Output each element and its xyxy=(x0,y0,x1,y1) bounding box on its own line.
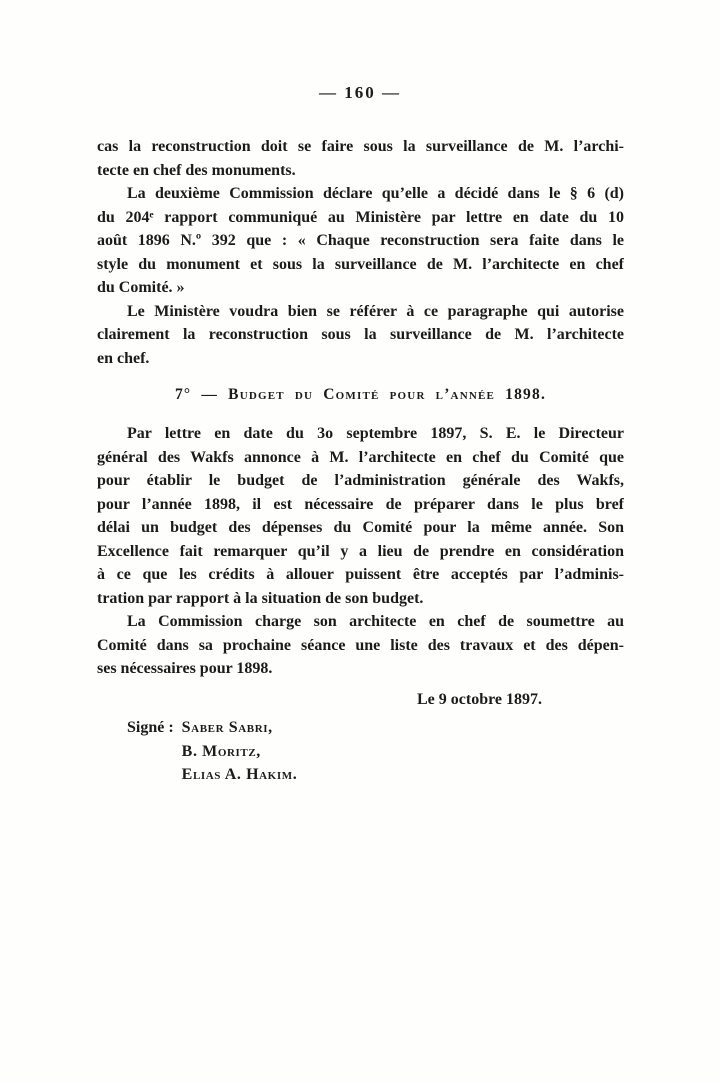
paragraph xyxy=(97,182,624,300)
text-line: général des Wakfs annonce à M. l’architecte en chef du Comité que xyxy=(97,448,624,466)
text-line: août 1896 N.º 392 que : « Chaque reconstruction sera faite dans le xyxy=(97,232,624,249)
text-line: tecte en chef des monuments. xyxy=(97,161,296,179)
paragraph xyxy=(97,422,624,610)
signature-name: B. Moritz, xyxy=(181,742,261,760)
text-line: style du monument et sous la surveillance de M. l’architecte en chef xyxy=(97,255,624,273)
text-line: pour l’année 1898, il est nécessaire de préparer dans le plus bref xyxy=(97,495,624,513)
paragraph xyxy=(97,610,624,681)
paragraph xyxy=(97,300,624,371)
text-line: Excellence fait remarquer qu’il y a lieu de prendre en considération xyxy=(97,542,624,560)
text-line: clairement la reconstruction sous la surveillance de M. l’architecte xyxy=(97,326,624,343)
text-line: pour établir le budget de l’administration générale des Wakfs, xyxy=(97,472,624,489)
text-line: Le Ministère voudra bien se référer à ce paragraphe qui autorise xyxy=(127,302,624,320)
text-line: La deuxième Commission déclare qu’elle a décidé dans le § 6 (d) xyxy=(127,185,624,202)
text-line: Comité dans sa prochaine séance une liste des travaux et des dépen- xyxy=(97,636,624,654)
text-line: en chef. xyxy=(97,349,150,367)
text-line: cas la reconstruction doit se faire sous la surveillance de M. l’archi- xyxy=(97,138,624,155)
section-heading: 7° — Budget du Comité pour l’année 1898. xyxy=(174,386,547,403)
text-line: délai un budget des dépenses du Comité pour la même année. Son xyxy=(97,519,624,536)
text-line: à ce que les crédits à allouer puissent être acceptés par l’adminis- xyxy=(97,566,624,583)
paragraph xyxy=(97,135,624,182)
text-line: Par lettre en date du 3o septembre 1897, S. E. le Directeur xyxy=(127,425,624,442)
text-body xyxy=(97,135,624,787)
text-line: ses nécessaires pour 1898. xyxy=(97,660,273,677)
signature-names xyxy=(182,716,298,787)
page-number: — 160 — xyxy=(319,83,401,102)
text-line: La Commission charge son architecte en chef de soumettre au xyxy=(127,613,624,630)
text-line: du Comité. » xyxy=(97,279,185,296)
text-line: du 204ᵉ rapport communiqué au Ministère par lettre en date du 10 xyxy=(97,208,624,226)
signature-name: Saber Sabri, xyxy=(181,719,273,736)
signature-block xyxy=(127,716,624,787)
date-line: Le 9 octobre 1897. xyxy=(416,690,542,708)
signature-label: Signé : xyxy=(127,719,174,736)
signature-name: Elias A. Hakim. xyxy=(181,766,298,783)
text-line: tration par rapport à la situation de son budget. xyxy=(97,589,424,607)
